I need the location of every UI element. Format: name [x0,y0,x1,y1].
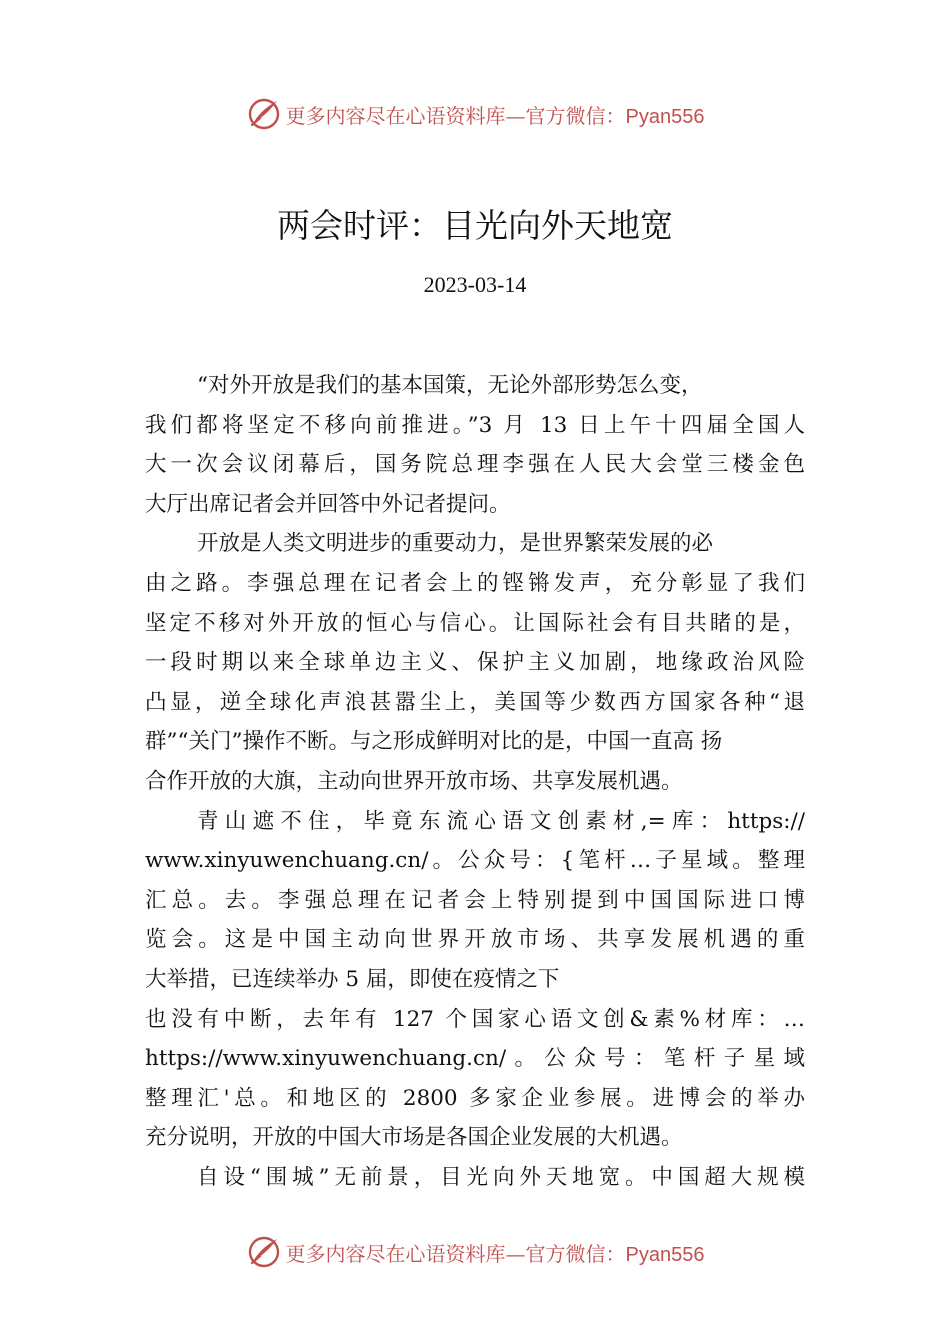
banner-text: 更多内容尽在心语资料库—官方微信：Pyan556 [285,103,705,128]
quill-logo-icon [246,96,282,132]
text-line: 充分说明，开放的中国大市场是各国企业发展的大机遇。 [145,1125,683,1151]
article-body [145,366,805,1197]
text-line: 大厅出席记者会并回答中外记者提问。 [145,491,511,517]
banner-text: 更多内容尽在心语资料库—官方微信：Pyan556 [285,1241,705,1266]
text-line: 我们都将坚定不移向前推进。”3 月 13 日上午十四届全国人 [145,412,805,438]
footer-watermark-banner [0,1232,950,1272]
text-line: 凸显，逆全球化声浪甚嚣尘上，美国等少数西方国家各种“退 [145,689,805,715]
text-line: 坚定不移对外开放的恒心与信心。让国际社会有目共睹的是， [145,610,805,636]
text-line: 汇总。去。李强总理在记者会上特别提到中国国际进口博 [145,887,805,913]
text-line: 青山遮不住，毕竟东流心语文创素材,=库：https:// [197,808,805,834]
text-line: 也没有中断，去年有 127 个国家心语文创&素%材库：… [145,1006,805,1032]
text-line: 自设“围城”无前景，目光向外天地宽。中国超大规模 [197,1164,805,1190]
text-line: https://www.xinyuwenchuang.cn/。公众号：笔杆子星域 [145,1046,805,1072]
text-line: www.xinyuwenchuang.cn/。公众号：{笔杆…子星域。整理 [145,848,805,874]
banner-account: Pyan556 [625,105,705,128]
text-line: “对外开放是我们的基本国策，无论外部形势怎么变， [197,373,703,398]
text-line: 由之路。李强总理在记者会上的铿锵发声，充分彰显了我们 [145,570,805,596]
banner-account: Pyan556 [625,1243,705,1266]
text-line: 开放是人类文明进步的重要动力，是世界繁荣发展的必 [197,531,714,557]
article-date: 2023-03-14 [423,272,527,297]
text-line: 览会。这是中国主动向世界开放市场、共享发展机遇的重 [145,927,805,953]
text-line: 一段时期以来全球单边主义、保护主义加剧，地缘政治风险 [145,650,805,676]
article-title: 两会时评：目光向外天地宽 [277,206,673,245]
text-line: 合作开放的大旗，主动向世界开放市场、共享发展机遇。 [145,768,683,794]
header-watermark-banner [0,94,950,134]
quill-logo-icon [246,1234,282,1270]
text-line: 群”“关门”操作不断。与之形成鲜明对比的是，中国一直高 扬 [145,729,723,755]
text-line: 大一次会议闭幕后，国务院总理李强在人民大会堂三楼金色 [145,452,805,478]
text-line: 大举措，已连续举办 5 届，即使在疫情之下 [145,966,560,992]
text-line: 整理汇'总。和地区的 2800 多家企业参展。进博会的举办 [145,1085,805,1111]
